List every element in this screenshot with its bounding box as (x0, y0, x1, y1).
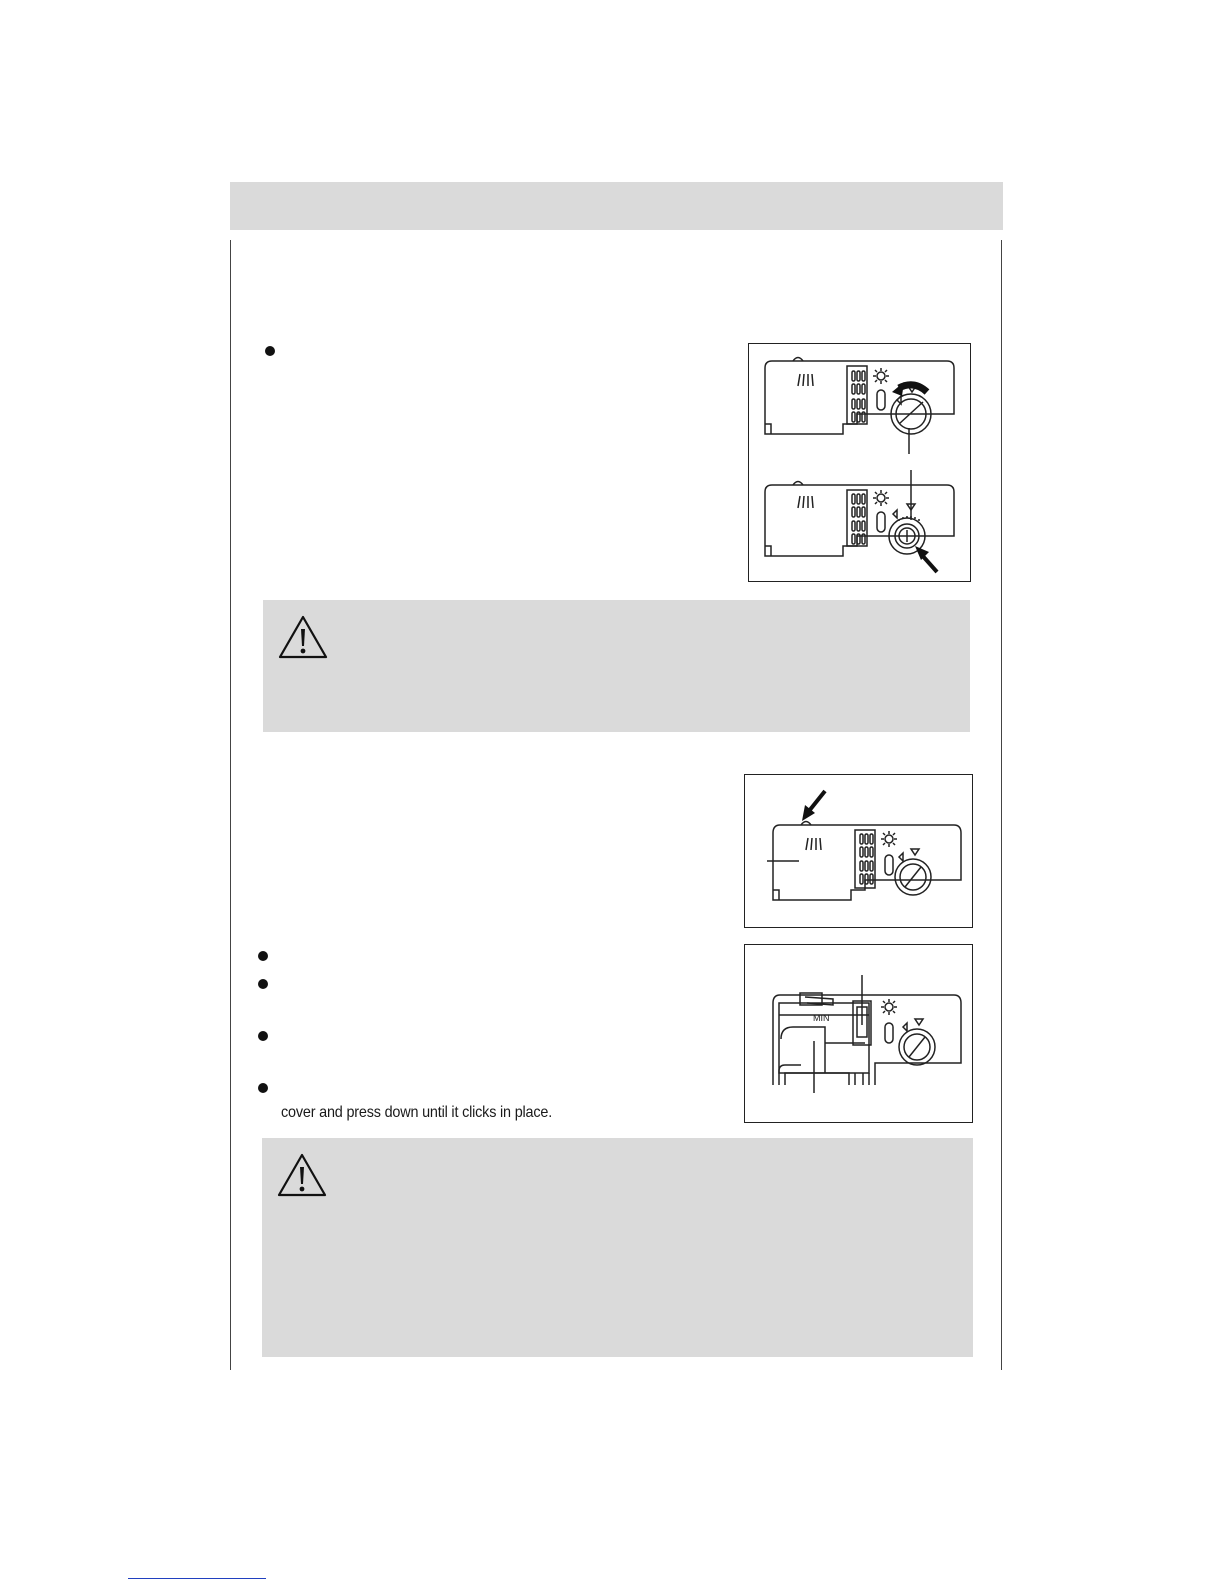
footer-underline (128, 1578, 266, 1579)
right-border-line (1001, 240, 1002, 1370)
warning-icon (276, 1152, 328, 1203)
detergent-dispenser-min-figure (744, 944, 973, 1123)
warning-icon (277, 614, 329, 665)
detergent-dispenser-latch-figure (744, 774, 973, 928)
left-border-line (230, 240, 231, 1370)
min-label: MIN (813, 1013, 830, 1023)
bullet-icon (258, 1083, 268, 1093)
bullet-icon (258, 951, 268, 961)
bullet-icon (258, 979, 268, 989)
rinse-aid-dial-figure (748, 343, 971, 582)
section-header-bar (230, 182, 1003, 230)
bullet-icon (258, 1031, 268, 1041)
detergent-dispenser-min-illustration (745, 945, 972, 1122)
bullet-icon (265, 346, 275, 356)
rinse-aid-dial-illustration (749, 344, 970, 581)
detergent-step-text: cover and press down until it clicks in place. (281, 1104, 553, 1121)
warning-box-detergent (262, 1138, 973, 1357)
warning-box-rinse-aid (263, 600, 970, 732)
detergent-dispenser-latch-illustration (745, 775, 972, 927)
